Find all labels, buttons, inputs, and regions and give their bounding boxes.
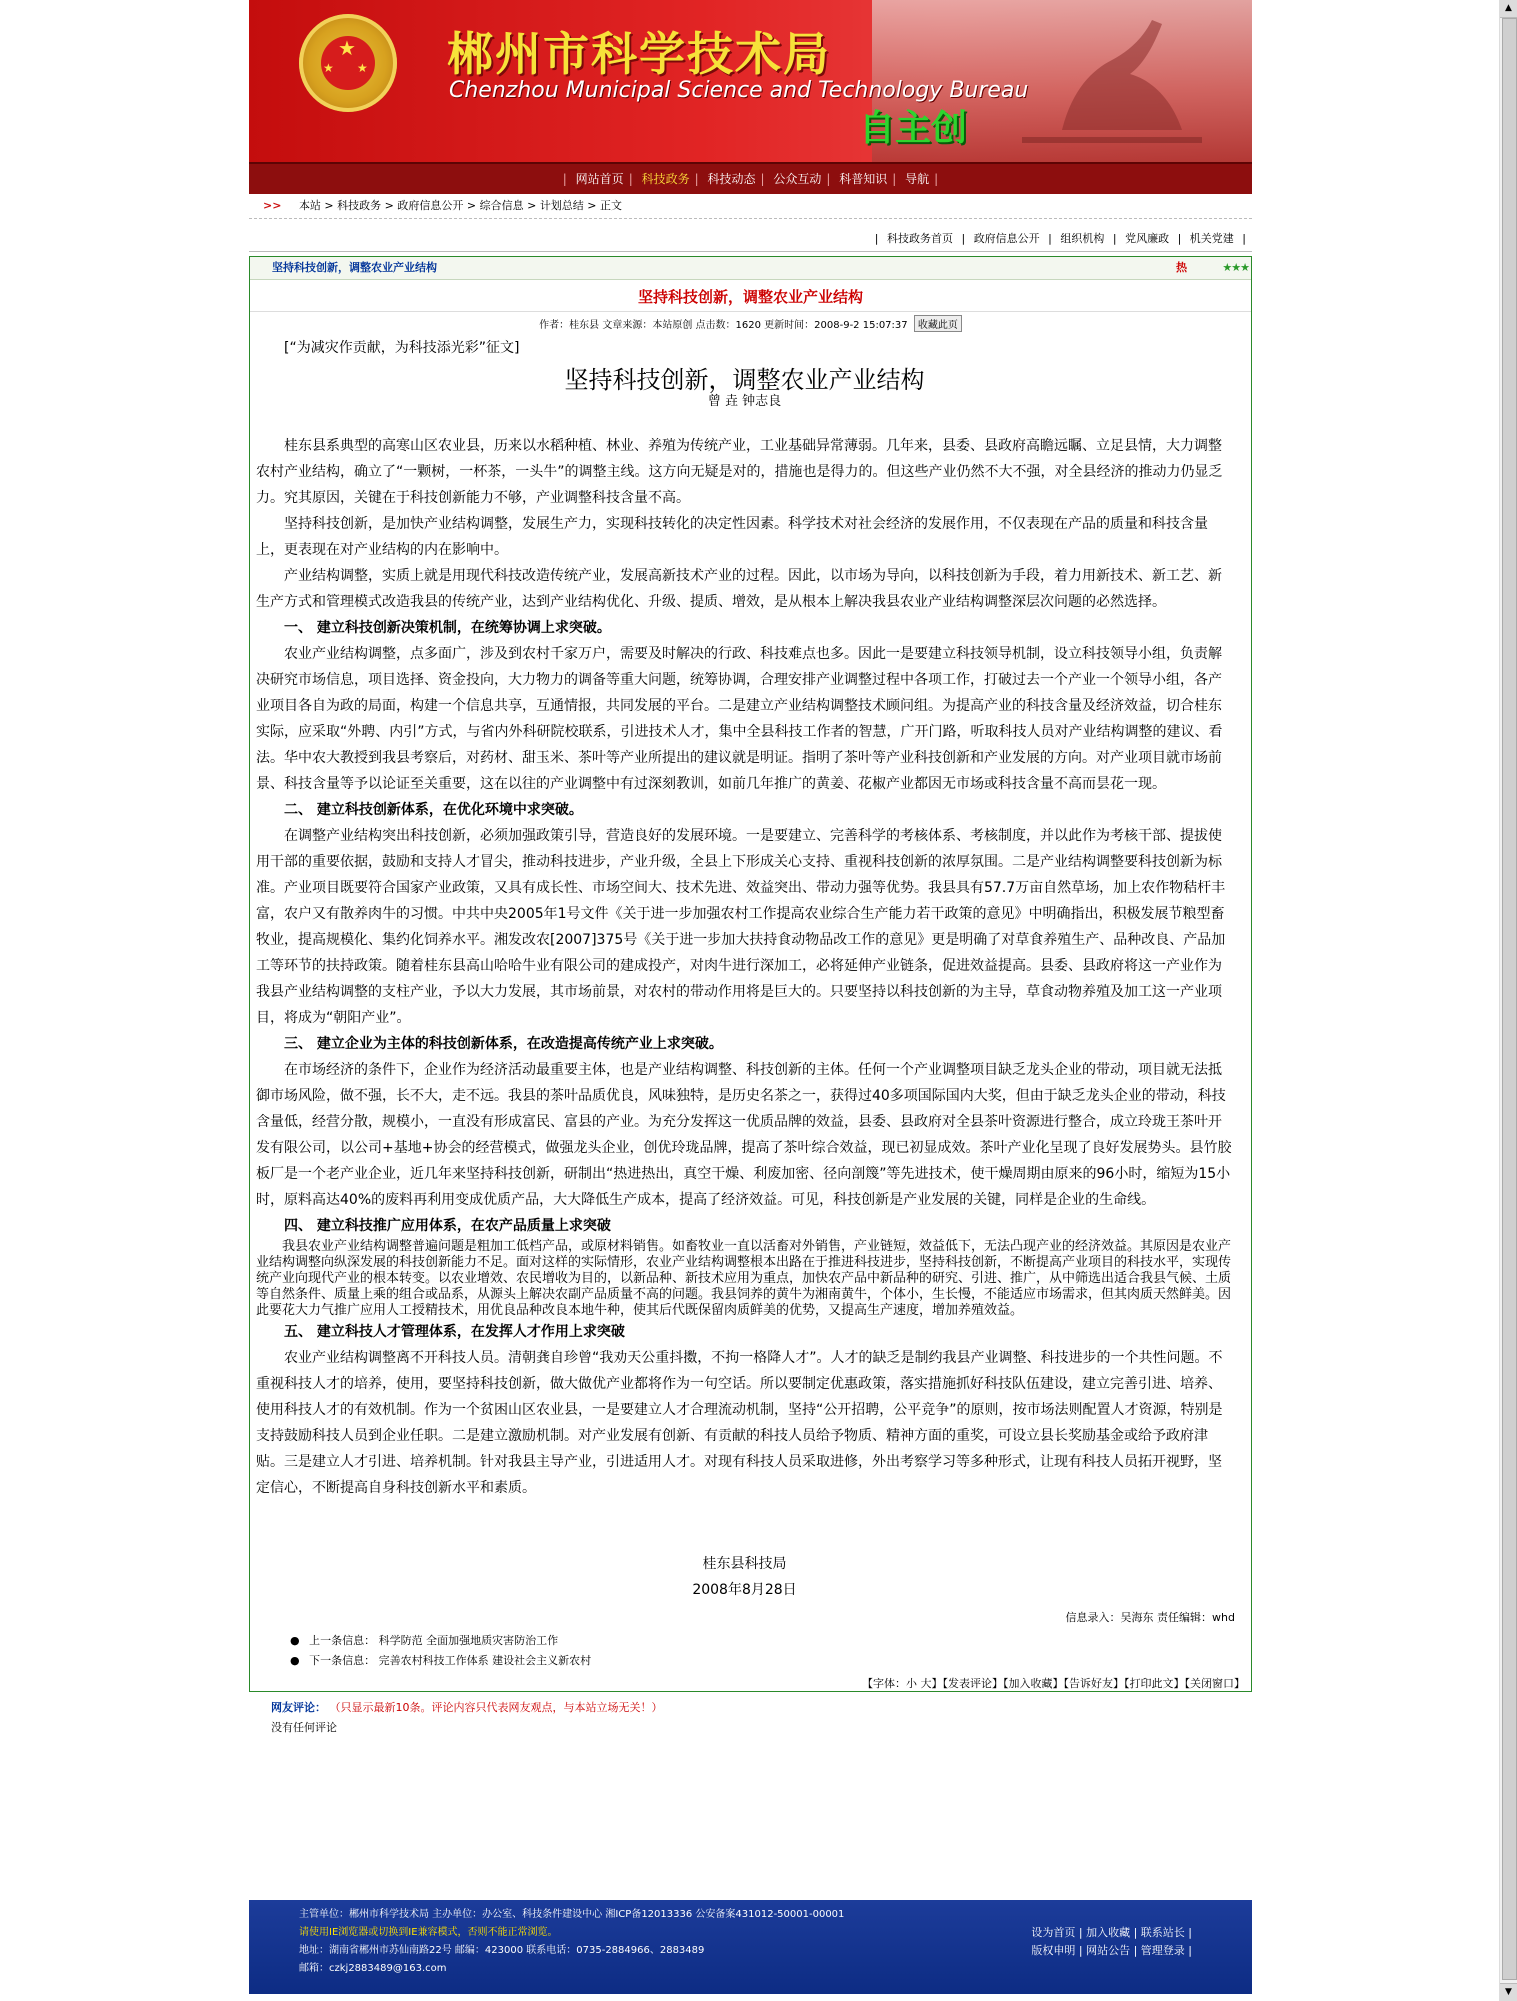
bullet-icon: ● [290, 1634, 300, 1647]
article-tag: [“为减灾作贡献，为科技添光彩”征文] [284, 340, 520, 356]
scrollbar-thumb[interactable] [1502, 18, 1517, 1980]
article-tools[interactable]: 【字体：小 大】【发表评论】【加入收藏】【告诉好友】【打印此文】【关闭窗口】 [862, 1677, 1245, 1690]
main-nav: | 网站首页 | 科技政务 | 科技动态 | 公众互动 | 科普知识 | 导航 | [249, 162, 1252, 194]
sub-nav: | 科技政务首页 | 政府信息公开 | 组织机构 | 党风廉政 | 机关党建 | [249, 227, 1252, 252]
comment-empty: 没有任何评论 [271, 1721, 337, 1734]
footer-links [1031, 1924, 1192, 1960]
article-title: 坚持科技创新，调整农业产业结构 [250, 280, 1251, 312]
scroll-up-icon[interactable]: ▲ [1500, 0, 1517, 18]
site-title-en: Chenzhou Municipal Science and Technology Bureau [449, 78, 1029, 103]
box-head-title: 坚持科技创新，调整农业产业结构 [272, 261, 437, 274]
section-heading: 四、 建立科技推广应用体系，在农产品质量上求突破 [284, 1218, 611, 1234]
paragraph: 农业产业结构调整，点多面广，涉及到农村千家万户，需要及时解决的行政、科技难点也多。因此一是要建立科技领导机制，设立科技领导小组，负责解决研究市场信息，项目选择、资金投向，大力物力的调备等重大问题，统筹协调，合理安排产业调整过程中各项工作，打破过去一个产业一个领导小组，各产业项目各自为政的局面，构建一个信息共享，互通情报，共同发展的平台。二是建立产业结构调整技术顾问组。为提高产业的科技含量及经济效益，切合桂东实际，应采取“外聘、内引”方式，与省内外科研院校联系，引进技术人才，集中全县科技工作者的智慧，广开门路，听取科技人员对产业结构调整的建议、看法。华中农大教授到我县考察后，对药材、甜玉米、茶叶等产业所提出的建议就是明证。指明了茶叶等产业科技创新和产业发展的方向。对产业项目就市场前景、科技含量等予以论证至关重要，这在以往的产业调整中有过深刻教训，如前几年推广的黄姜、花椒产业都因无市场或科技含量不高而昙花一现。 [256, 646, 1223, 792]
nav-public-interaction[interactable]: 公众互动 [773, 172, 822, 186]
comment-label: 网友评论： [271, 1701, 326, 1714]
national-emblem-icon: ★ ★ ★ [299, 14, 397, 112]
related-label: 下一条信息： [309, 1654, 376, 1667]
article-box-header [250, 257, 1251, 280]
article-content [250, 335, 1251, 1603]
paragraph: 产业结构调整，实质上就是用现代科技改造传统产业，发展高新技术产业的过程。因此，以市场为导向，以科技创新为手段，着力用新技术、新工艺、新生产方式和管理模式改造我县的传统产业，达到产业结构优化、升级、提质、增效，是从根本上解决我县农业产业结构调整深层次问题的必然选择。 [256, 568, 1222, 610]
nav-navigation[interactable]: 导航 [905, 172, 930, 186]
article-meta [250, 312, 1251, 335]
paragraph: 桂东县系典型的高寒山区农业县，历来以水稻种植、林业、养殖为传统产业，工业基础异常薄弱。几年来，县委、县政府高瞻远瞩、立足县情，大力调整农村产业结构，确立了“一颗树，一杯茶，一头牛”的调整主线。这方向无疑是对的，措施也是得力的。但这些产业仍然不大不强，对全县经济的推动力仍显乏力。究其原因，关键在于科技创新能力不够，产业调整科技含量不高。 [256, 438, 1223, 506]
comment-section [249, 1698, 1252, 1738]
subnav-organization[interactable]: 组织机构 [1060, 232, 1105, 245]
double-chevron-icon: >> [263, 199, 282, 212]
paragraph: 农业产业结构调整离不开科技人员。清朝龚自珍曾“我劝天公重抖擞，不拘一格降人才”。人才的缺乏是制约我县产业调整、科技进步的一个共性问题。不重视科技人才的培养，使用，要坚持科技创新，做大做优产业都将作为一句空话。所以要制定优惠政策，落实措施抓好科技队伍建设，建立完善引进、培养、使用科技人才的有效机制。作为一个贫困山区农业县，一是要建立人才合理流动机制，坚持“公开招聘，公平竞争”的原则，按市场法则配置人才资源，特别是支持鼓励科技人员到企业任职。二是建立激励机制。对产业发展有创新、有贡献的科技人员给予物质、精神方面的重奖，可设立县长奖励基金或给予政府津贴。三是建立人才引进、培养机制。针对我县主导产业，引进适用人才。对现有科技人员采取进修，外出考察学习等多种形式，让现有科技人员拓开视野，坚定信心，不断提高自身科技创新水平和素质。 [256, 1350, 1223, 1496]
breadcrumb-item[interactable]: 政府信息公开 [397, 199, 464, 212]
banner-badge: 自主创 [859, 108, 968, 149]
paragraph: 坚持科技创新，是加快产业结构调整，发展生产力，实现科技转化的决定性因素。科学技术对社会经济的发展作用，不仅表现在产品的质量和科技含量上，更表现在对产业结构的内在影响中。 [256, 516, 1208, 558]
subnav-integrity[interactable]: 党风廉政 [1125, 232, 1170, 245]
related-link[interactable]: 科学防范 全面加强地质灾害防治工作 [378, 1634, 559, 1647]
site-footer [249, 1900, 1252, 1994]
subnav-party-building[interactable]: 机关党建 [1189, 232, 1234, 245]
breadcrumb: >> 本站 > 科技政务 > 政府信息公开 > 综合信息 > 计划总结 > 正文 [249, 194, 1252, 219]
sculpture-icon [1002, 10, 1222, 150]
breadcrumb-item[interactable]: 计划总结 [539, 199, 584, 212]
paragraph: 我县农业产业结构调整普遍问题是粗加工低档产品，或原材料销售。如畜牧业一直以活畜对外销售，产业链短，效益低下，无法凸现产业的经济效益。其原因是农业产业结构调整向纵深发展的科技创新能力不足。面对这样的实际情形，农业产业结构调整根本出路在于推进科技进步，坚持科技创新，不断提高产业项目的科技水平，实现传统产业向现代产业的根本转变。以农业增效、农民增收为目的，以新品种、新技术应用为重点，加快农产品中新品种的研究、引进、推广，从中筛选出适合我县气候、土质等自然条件、质量上乘的组合或品系，从源头上解决农副产品质量不高的问题。我县饲养的黄牛为湘南黄牛，个体小，生长慢，不能适应市场需求，但其肉质天然鲜美。因此要花大力气推广应用人工授精技术，用优良品种改良本地牛种，使其后代既保留肉质鲜美的优势，又提高生产速度，增加养殖效益。 [256, 1239, 1232, 1318]
breadcrumb-current: 正文 [600, 199, 623, 212]
rating-stars-icon: ★★★ [1222, 261, 1249, 274]
subnav-gov-info[interactable]: 政府信息公开 [973, 232, 1040, 245]
paragraph: 在市场经济的条件下，企业作为经济活动最重要主体，也是产业结构调整、科技创新的主体。任何一个产业调整项目缺乏龙头企业的带动，项目就无法抵御市场风险，做不强，长不大，走不远。我县的茶叶品质优良，风味独特，是历史名茶之一，获得过40多项国际国内大奖，但由于缺乏龙头企业的带动，科技含量低，经营分散，规模小，一直没有形成富民、富县的产业。为充分发挥这一优质品牌的效益，县委、县政府对全县茶叶资源进行整合，成立玲珑王茶叶开发有限公司，以公司+基地+协会的经营模式，做强龙头企业，创优玲珑品牌，提高了茶叶综合效益，现已初显成效。茶叶产业化呈现了良好发展势头。县竹胶板厂是一个老产业企业，近几年来坚持科技创新，研制出“热进热出，真空干燥、利废加密、径向剖篾”等先进技术，使干燥周期由原来的96小时，缩短为15小时，原料高达40%的废料再利用变成优质产品，大大降低生产成本，提高了经济效益。可见，科技创新是产业发展的关键，同样是企业的生命线。 [256, 1062, 1232, 1208]
page-wrapper [249, 0, 1252, 1974]
bookmark-button[interactable]: 收藏此页 [914, 315, 962, 332]
breadcrumb-item[interactable]: 综合信息 [479, 199, 524, 212]
nav-science-knowledge[interactable]: 科普知识 [839, 172, 888, 186]
subnav-tech-affairs-home[interactable]: 科技政务首页 [886, 232, 953, 245]
footer-line: 地址：湖南省郴州市苏仙南路22号 邮编：423000 联系电话：0735-2884966、2883489 [299, 1945, 705, 1956]
section-heading: 二、 建立科技创新体系，在优化环境中求突破。 [284, 802, 583, 818]
footer-line: 主管单位：郴州市科学技术局 主办单位：办公室、科技条件建设中心 湘ICP备12013336 公安备案431012-50001-00001 [299, 1909, 845, 1920]
breadcrumb-item[interactable]: 本站 [298, 199, 321, 212]
related-list [250, 1631, 1251, 1671]
sign-org: 桂东县科技局 [702, 1556, 787, 1572]
related-next [290, 1651, 1251, 1671]
related-link[interactable]: 完善农村科技工作体系 建设社会主义新农村 [378, 1654, 592, 1667]
footer-warning: 请使用IE浏览器或切换到IE兼容模式，否则不能正常浏览。 [299, 1927, 558, 1938]
related-prev [290, 1631, 1251, 1651]
nav-tech-news[interactable]: 科技动态 [707, 172, 756, 186]
section-heading: 五、 建立科技人才管理体系，在发挥人才作用上求突破 [284, 1324, 625, 1340]
site-title-cn: 郴州市科学技术局 [447, 27, 831, 81]
article-box [249, 256, 1252, 1692]
sign-date: 2008年8月28日 [692, 1582, 797, 1598]
footer-links-row[interactable]: 版权申明 | 网站公告 | 管理登录 | [1031, 1944, 1192, 1957]
hot-badge: 热 [1176, 261, 1187, 274]
footer-info [299, 1906, 844, 1978]
bullet-icon: ● [290, 1654, 300, 1667]
article-authors: 曾 垚 钟志良 [707, 394, 782, 409]
scroll-down-icon[interactable]: ▼ [1500, 1983, 1517, 2001]
input-by: 信息录入：吴海东 责任编辑：whd [1065, 1611, 1235, 1624]
paragraph: 在调整产业结构突出科技创新，必须加强政策引导，营造良好的发展环境。一是要建立、完善科学的考核体系、考核制度，并以此作为考核干部、提拔使用干部的重要依据，鼓励和支持人才冒尖，推动科技进步，产业升级，全县上下形成关心支持、重视科技创新的浓厚氛围。二是产业结构调整要科技创新为标准。产业项目既要符合国家产业政策，又具有成长性、市场空间大、技术先进、效益突出、带动力强等优势。我县具有57.7万亩自然草场，加上农作物秸杆丰富，农户又有散养肉牛的习惯。中共中央2005年1号文件《关于进一步加强农村工作提高农业综合生产能力若干政策的意见》中明确指出，积极发展节粮型畜牧业，提高规模化、集约化饲养水平。湘发改农[2007]375号《关于进一步加大扶持食动物品改工作的意见》更是明确了对草食养殖生产、品种改良、产品加工等环节的扶持政策。随着桂东县高山哈哈牛业有限公司的建成投产，对肉牛进行深加工，必将延伸产业链条，促进效益提高。县委、县政府将这一产业作为我县产业结构调整的支柱产业，予以大力发展，其市场前景，对农村的带动作用将是巨大的。只要坚持以科技创新的为主导，草食动物养殖及加工这一产业项目，将成为“朝阳产业”。 [256, 828, 1226, 1026]
nav-home[interactable]: 网站首页 [575, 172, 624, 186]
related-label: 上一条信息： [309, 1634, 376, 1647]
article-heading: 坚持科技创新，调整农业产业结构 [564, 366, 925, 394]
article-meta-text: 作者：桂东县 文章来源：本站原创 点击数：1620 更新时间：2008-9-2 15:07:37 [539, 320, 908, 331]
breadcrumb-item[interactable]: 科技政务 [337, 199, 382, 212]
nav-tech-affairs[interactable]: 科技政务 [641, 172, 690, 186]
section-heading: 三、 建立企业为主体的科技创新体系，在改造提高传统产业上求突破。 [284, 1036, 723, 1052]
vertical-scrollbar[interactable] [1499, 0, 1517, 2001]
site-banner [249, 0, 1252, 162]
footer-line: 邮箱：czkj2883489@163.com [299, 1963, 447, 1974]
footer-links-row[interactable]: 设为首页 | 加入收藏 | 联系站长 | [1031, 1926, 1192, 1939]
comment-note: （只显示最新10条。评论内容只代表网友观点，与本站立场无关！） [329, 1701, 663, 1714]
section-heading: 一、 建立科技创新决策机制，在统筹协调上求突破。 [284, 620, 611, 636]
